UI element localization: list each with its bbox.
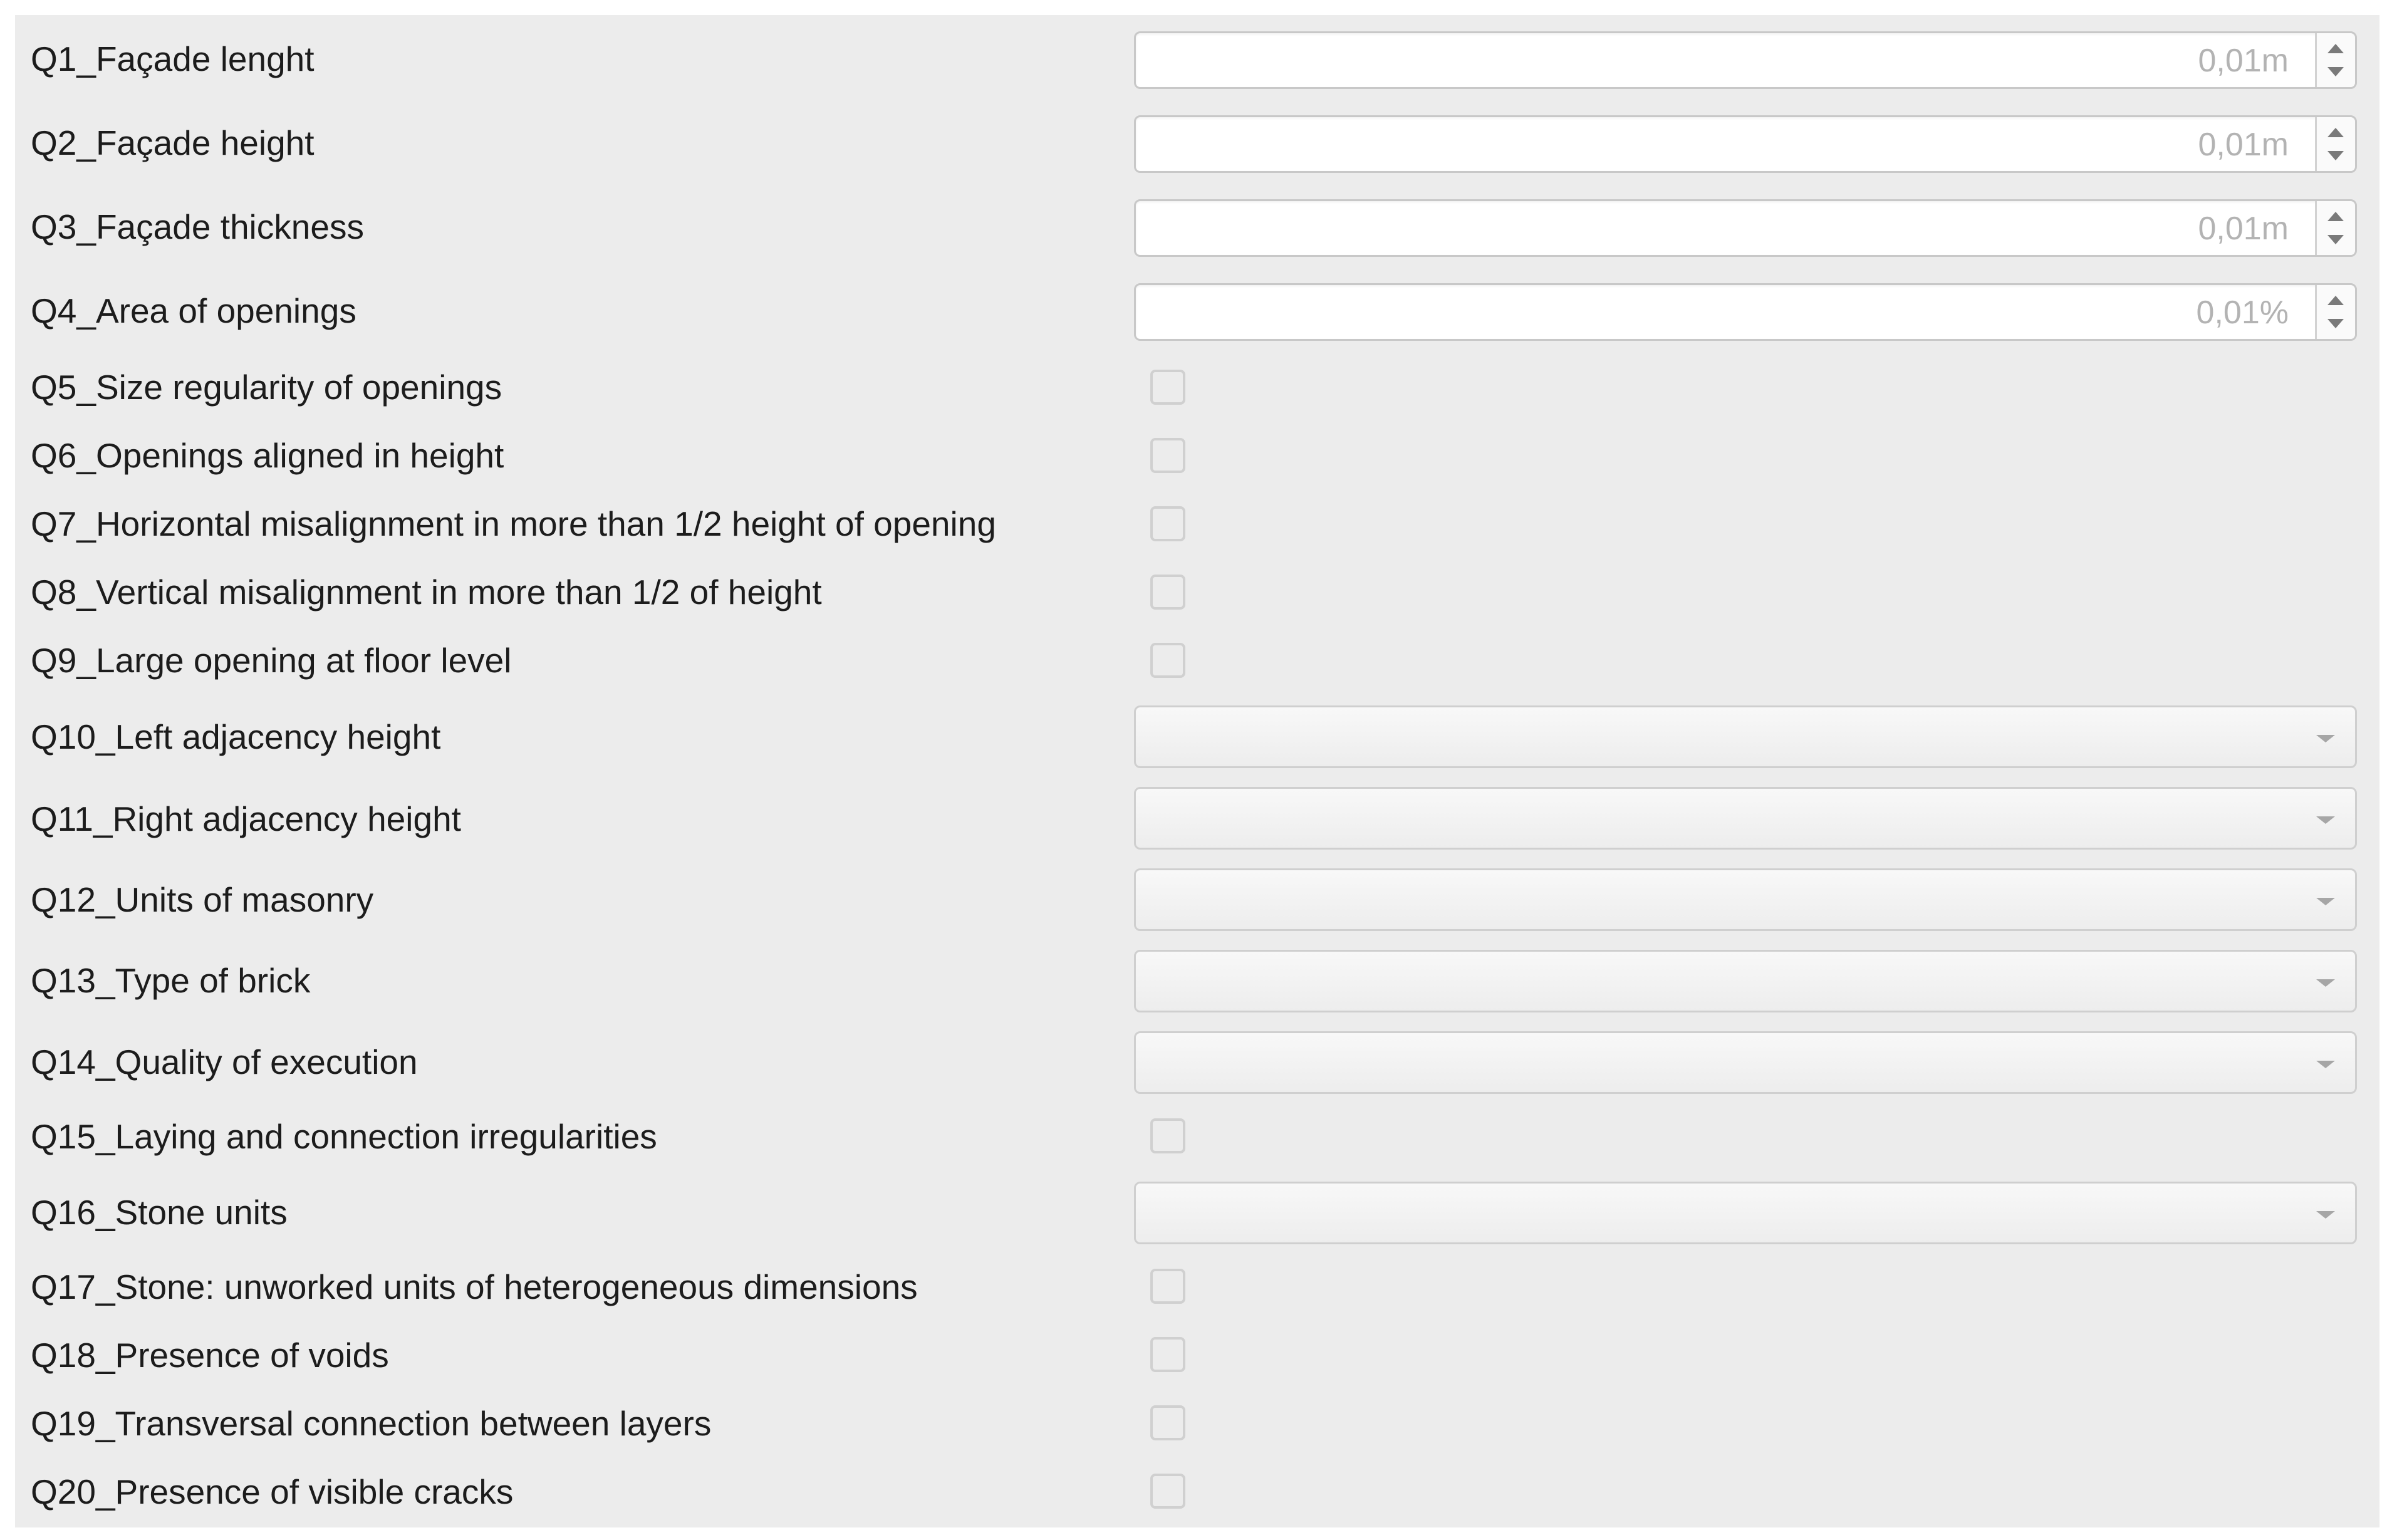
q15-checkbox[interactable] [1150,1118,1185,1153]
q12-units-of-masonry-select[interactable] [1134,868,2357,931]
q8-checkbox[interactable] [1150,575,1185,610]
q2-label: Q2_Façade height [31,123,315,162]
dropdown-arrow-icon [2316,735,2335,742]
q6-label: Q6_Openings aligned in height [31,436,504,475]
dropdown-arrow-icon [2316,979,2335,987]
dropdown-arrow-icon [2316,1061,2335,1068]
attribute-form-panel [15,15,2379,1527]
q16-stone-units-select[interactable] [1134,1182,2357,1244]
q3-facade-thickness-input[interactable] [1134,199,2357,257]
q14-quality-of-execution-select[interactable] [1134,1031,2357,1094]
q14-label: Q14_Quality of execution [31,1043,418,1081]
dropdown-arrow-icon [2316,816,2335,824]
q5-label: Q5_Size regularity of openings [31,368,502,407]
chevron-down-icon[interactable] [2327,67,2344,76]
q4-value: 0,01% [2196,294,2289,331]
q12-label: Q12_Units of masonry [31,880,374,919]
q4-area-of-openings-input[interactable] [1134,283,2357,341]
q1-facade-length-input[interactable] [1134,31,2357,89]
q6-checkbox[interactable] [1150,438,1185,473]
chevron-up-icon[interactable] [2327,296,2344,305]
q2-spin-buttons[interactable] [2315,117,2355,171]
q13-type-of-brick-select[interactable] [1134,950,2357,1012]
q20-label: Q20_Presence of visible cracks [31,1472,514,1511]
q8-label: Q8_Vertical misalignment in more than 1/2 of height [31,573,822,611]
q15-label: Q15_Laying and connection irregularities [31,1117,657,1156]
q20-checkbox[interactable] [1150,1474,1185,1509]
q2-value: 0,01m [2198,127,2289,163]
q19-label: Q19_Transversal connection between layers [31,1404,712,1443]
q11-label: Q11_Right adjacency height [31,799,461,838]
q10-left-adjacency-height-select[interactable] [1134,705,2357,768]
q9-label: Q9_Large opening at floor level [31,641,512,680]
q11-right-adjacency-height-select[interactable] [1134,787,2357,850]
chevron-up-icon[interactable] [2327,212,2344,221]
dropdown-arrow-icon [2316,898,2335,905]
q3-spin-buttons[interactable] [2315,201,2355,255]
chevron-up-icon[interactable] [2327,128,2344,137]
q18-checkbox[interactable] [1150,1337,1185,1372]
q18-label: Q18_Presence of voids [31,1336,389,1375]
q10-label: Q10_Left adjacency height [31,717,441,756]
q9-checkbox[interactable] [1150,643,1185,678]
q3-label: Q3_Façade thickness [31,207,364,246]
chevron-down-icon[interactable] [2327,235,2344,244]
chevron-down-icon[interactable] [2327,319,2344,328]
q1-spin-buttons[interactable] [2315,33,2355,87]
q7-label: Q7_Horizontal misalignment in more than 1/2 height of opening [31,504,996,543]
q4-spin-buttons[interactable] [2315,285,2355,339]
q13-label: Q13_Type of brick [31,961,311,1000]
chevron-down-icon[interactable] [2327,151,2344,160]
q17-label: Q17_Stone: unworked units of heterogeneous dimensions [31,1267,918,1306]
q4-label: Q4_Area of openings [31,291,356,330]
q1-label: Q1_Façade lenght [31,39,315,78]
q1-value: 0,01m [2198,43,2289,79]
q2-facade-height-input[interactable] [1134,115,2357,173]
chevron-up-icon[interactable] [2327,44,2344,53]
q7-checkbox[interactable] [1150,506,1185,541]
dropdown-arrow-icon [2316,1211,2335,1219]
q5-checkbox[interactable] [1150,370,1185,405]
q19-checkbox[interactable] [1150,1405,1185,1440]
q3-value: 0,01m [2198,211,2289,247]
q17-checkbox[interactable] [1150,1269,1185,1304]
q16-label: Q16_Stone units [31,1193,288,1232]
